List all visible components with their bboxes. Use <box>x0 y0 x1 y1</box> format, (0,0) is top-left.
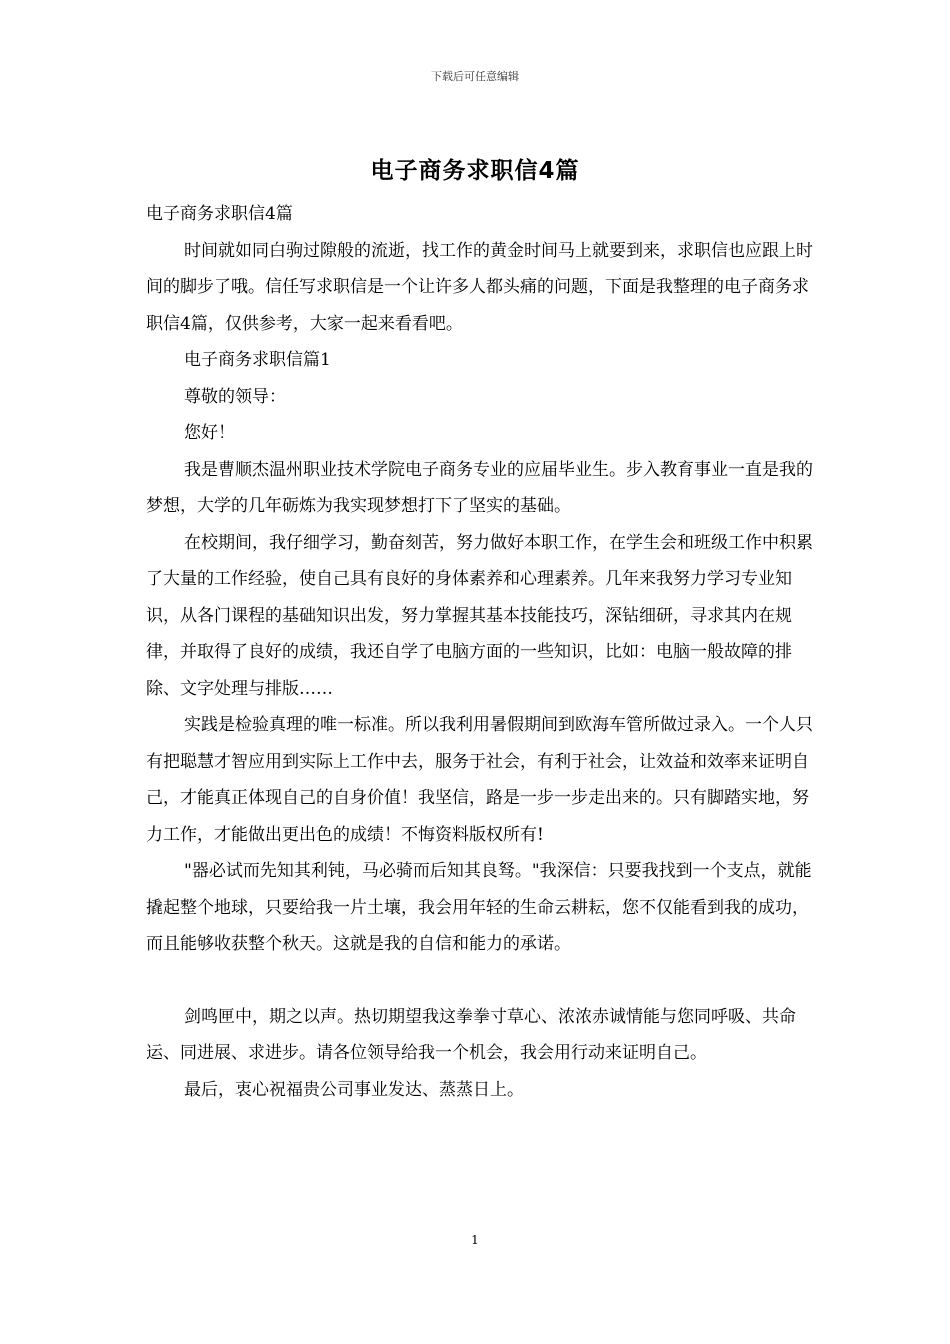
page-number: 1 <box>471 1233 479 1247</box>
section-heading: 电子商务求职信篇1 <box>184 350 331 370</box>
paragraph-gap <box>146 963 822 999</box>
body-paragraph: 我是曹顺杰温州职业技术学院电子商务专业的应届毕业生。步入教育事业一直是我的梦想，大学的几年砺炼为我实现梦想打下了坚实的基础。 <box>146 459 813 516</box>
closing-paragraph: 最后，衷心祝福贵公司事业发达、蒸蒸日上。 <box>184 1079 524 1100</box>
greeting: 您好！ <box>184 423 235 443</box>
document-body <box>146 196 822 1108</box>
body-paragraph: "器必试而先知其利钝，马必骑而后知其良驽。"我深信：只要我找到一个支点，就能撬起整个地球，只要给我一片土壤，我会用年轻的生命云耕耘，您不仅能看到我的成功，而且能够收获整个秋天。这就是我的自信和能力的承诺。 <box>146 861 812 954</box>
body-paragraph: 实践是检验真理的唯一标准。所以我利用暑假期间到欧海车管所做过录入。一个人只有把聪慧才智应用到实际上工作中去，服务于社会，有利于社会，让效益和效率来证明自己，才能真正体现自己的自身价值！我坚信，路是一步一步走出来的。只有脚踏实地，努力工作，才能做出更出色的成绩！不悔资料版权所有! <box>146 715 813 845</box>
page-header: 下载后可任意编辑 <box>431 70 519 83</box>
body-paragraph: 在校期间，我仔细学习，勤奋刻苦，努力做好本职工作，在学生会和班级工作中积累了大量的工作经验，使自己具有良好的身体素养和心理素养。几年来我努力学习专业知识，从各门课程的基础知识出发，努力掌握其基本技能技巧，深钻细研，寻求其内在规律，并取得了良好的成绩，我还自学了电脑方面的一些知识，比如：电脑一般故障的排除、文字处理与排版…… <box>146 532 813 699</box>
document-subtitle: 电子商务求职信4篇 <box>146 204 293 224</box>
body-paragraph: 剑鸣匣中，期之以声。热切期望我这拳拳寸草心、浓浓赤诚情能与您同呼吸、共命运、同进展、求进步。请各位领导给我一个机会，我会用行动来证明自己。 <box>146 1006 796 1063</box>
salutation: 尊敬的领导： <box>184 386 286 407</box>
intro-paragraph: 时间就如同白驹过隙般的流逝，找工作的黄金时间马上就要到来，求职信也应跟上时间的脚步了哦。信任写求职信是一个让许多人都头痛的问题，下面是我整理的电子商务求职信4篇，仅供参考，大家一起来看看吧。 <box>146 240 813 334</box>
document-title: 电子商务求职信4篇 <box>370 158 580 184</box>
